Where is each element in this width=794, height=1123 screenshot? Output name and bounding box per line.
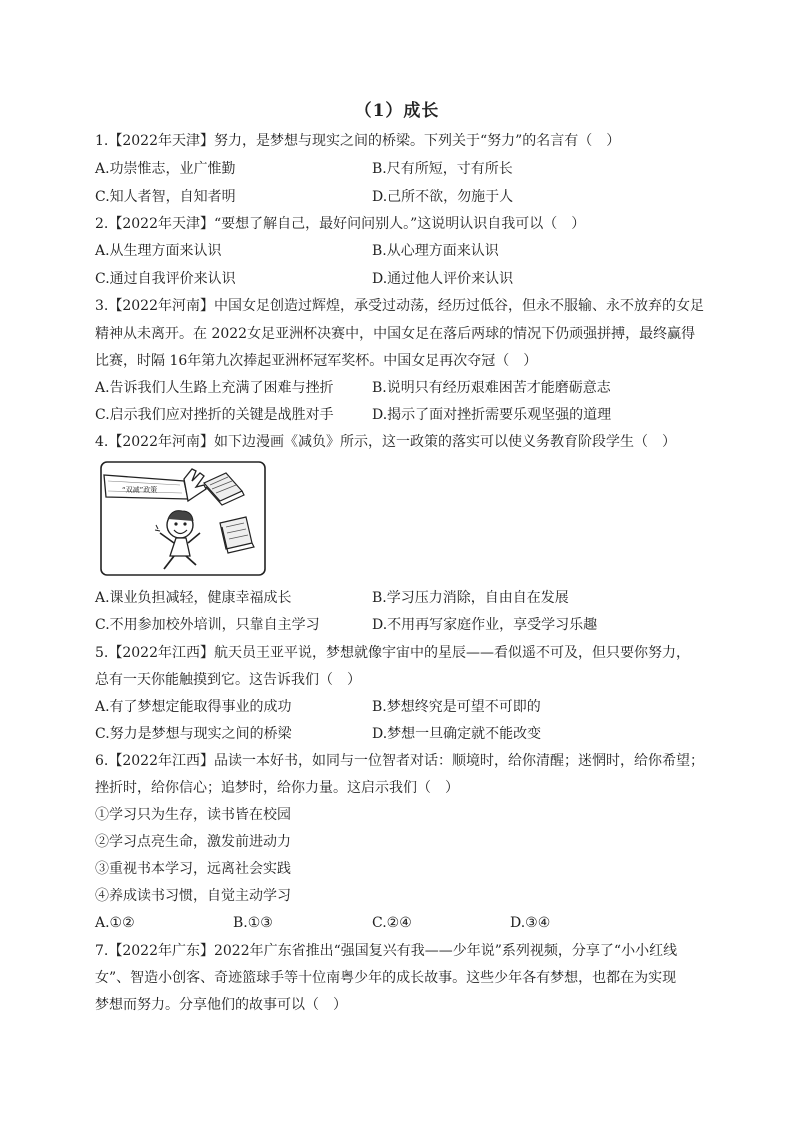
question-5-stem-line-1: 5.【2022年江西】航天员王亚平说，梦想就像宇宙中的星辰——看似遥不可及，但只要你努力，: [95, 645, 690, 661]
question-4-option-a: A.课业负担减轻，健康幸福成长: [95, 590, 292, 606]
question-7-stem-line-1: 7.【2022年广东】2022年广东省推出“强国复兴有我——少年说”系列视频，分享了“小小红线: [95, 943, 678, 959]
question-6-statement-1: ①学习只为生存，读书皆在校园: [95, 807, 291, 823]
question-2-option-d: D.通过他人评价来认识: [372, 271, 514, 287]
question-6-option-c: C.②④: [372, 915, 412, 931]
question-6-statement-4: ④养成读书习惯，自觉主动学习: [95, 888, 291, 904]
comic-policy-label: “双减”政策: [122, 486, 158, 494]
question-3-option-d: D.揭示了面对挫折需要乐观坚强的道理: [372, 407, 612, 423]
question-6-statement-2: ②学习点亮生命，激发前进动力: [95, 834, 291, 850]
question-3-stem-line-2: 精神从未离开。在 2022女足亚洲杯决赛中，中国女足在落后两球的情况下仍顽强拼搏，最终赢得: [95, 326, 696, 342]
question-5-option-b: B.梦想终究是可望不可即的: [372, 699, 541, 715]
question-1-option-b: B.尺有所短，寸有所长: [372, 161, 513, 177]
question-4-option-c: C.不用参加校外培训，只靠自主学习: [95, 617, 320, 633]
question-3-option-b: B.说明只有经历艰难困苦才能磨砺意志: [372, 380, 611, 396]
question-5-option-d: D.梦想一旦确定就不能改变: [372, 726, 542, 742]
question-2-stem: 2.【2022年天津】“要想了解自己，最好问问别人。”这说明认识自我可以（ ）: [95, 216, 586, 232]
question-6-option-a: A.①②: [95, 915, 135, 931]
question-3-stem-line-1: 3.【2022年河南】中国女足创造过辉煌，承受过动荡，经历过低谷，但永不服输、永不放弃的女足: [95, 298, 704, 314]
question-1-option-a: A.功崇惟志，业广惟勤: [95, 161, 236, 177]
question-1-option-c: C.知人者智，自知者明: [95, 189, 236, 205]
question-1-stem: 1.【2022年天津】努力，是梦想与现实之间的桥梁。下列关于“努力”的名言有（ ）: [95, 133, 621, 149]
question-6-option-b: B.①③: [233, 915, 273, 931]
question-6-stem-line-1: 6.【2022年江西】品读一本好书，如同与一位智者对话：顺境时，给你清醒；迷惘时，给你希望；: [95, 753, 704, 769]
question-4-stem: 4.【2022年河南】如下边漫画《减负》所示，这一政策的落实可以使义务教育阶段学生（ ）: [95, 434, 676, 450]
question-6-stem-line-2: 挫折时，给你信心；追梦时，给你力量。这启示我们（ ）: [95, 780, 459, 796]
question-6-option-d: D.③④: [510, 915, 551, 931]
question-2-option-c: C.通过自我评价来认识: [95, 271, 236, 287]
question-6-statement-3: ③重视书本学习，远离社会实践: [95, 861, 291, 877]
question-2-option-b: B.从心理方面来认识: [372, 243, 499, 259]
question-5-option-a: A.有了梦想定能取得事业的成功: [95, 699, 292, 715]
question-4-option-d: D.不用再写家庭作业，享受学习乐趣: [372, 617, 598, 633]
question-3-option-a: A.告诉我们人生路上充满了困难与挫折: [95, 380, 334, 396]
question-7-stem-line-3: 梦想而努力。分享他们的故事可以（ ）: [95, 997, 347, 1013]
comic-jianfu-image: [100, 461, 266, 576]
question-5-option-c: C.努力是梦想与现实之间的桥梁: [95, 726, 292, 742]
question-1-option-d: D.己所不欲，勿施于人: [372, 189, 514, 205]
question-7-stem-line-2: 女”、智造小创客、奇迹篮球手等十位南粤少年的成长故事。这些少年各有梦想，也都在为实现: [95, 970, 677, 986]
question-3-option-c: C.启示我们应对挫折的关键是战胜对手: [95, 407, 334, 423]
question-4-option-b: B.学习压力消除，自由自在发展: [372, 590, 569, 606]
page-title: （1）成长: [354, 101, 440, 121]
question-5-stem-line-2: 总有一天你能触摸到它。这告诉我们（ ）: [95, 672, 361, 688]
question-3-stem-line-3: 比赛，时隔 16年第九次捧起亚洲杯冠军奖杯。中国女足再次夺冠（ ）: [95, 353, 538, 369]
question-2-option-a: A.从生理方面来认识: [95, 243, 222, 259]
